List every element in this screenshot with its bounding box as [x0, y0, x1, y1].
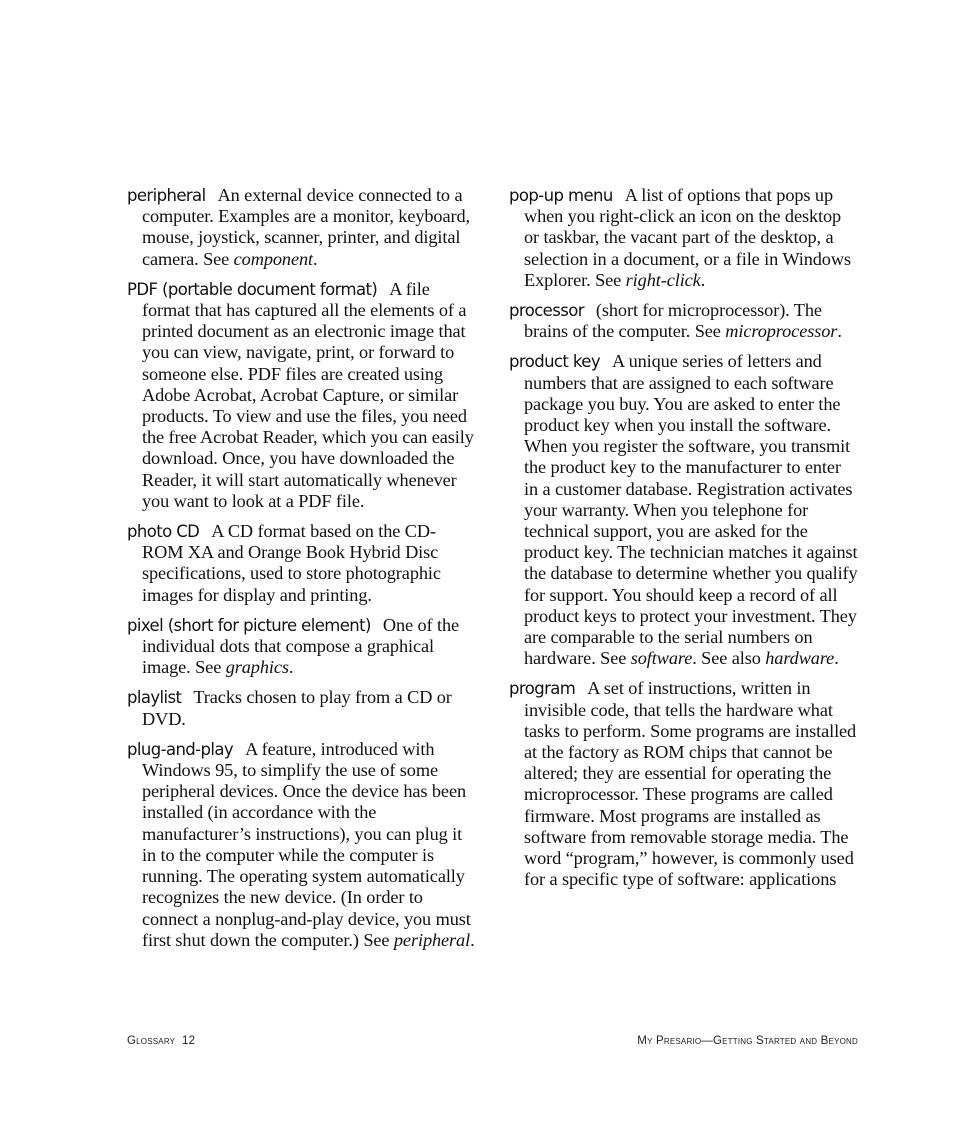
glossary-entry-plug-and-play	[127, 739, 477, 951]
entry-definition: A unique series of letters and numbers that are assigned to each software package you buy. You are asked to enter the product key when you install the software. When you register the software, you transmit the product key to the manufacturer to enter in a customer database. Registration activates your warranty. When you telephone for technical support, you are asked for the product key. The technician matches it against the database to determine whether you qualify for support. You should keep a record of all product keys to protect your investment. They are comparable to the serial numbers on hardware. See	[524, 351, 858, 669]
entry-definition: Tracks chosen to play from a CD or DVD.	[142, 687, 452, 729]
glossary-entry-processor	[509, 300, 859, 342]
entry-tail: .	[470, 929, 475, 950]
entry-definition: A file format that has captured all the elements of a printed document as an electronic image that you can view, navigate, print, or forward to someone else. PDF files are created using Adobe Acrobat, Acrobat Capture, or similar products. To view and use the files, you need the free Acrobat Reader, which you can easily download. Once, you have downloaded the Reader, it will start automatically whenever you want to look at a PDF file.	[142, 278, 474, 511]
glossary-column-right	[509, 185, 859, 900]
entry-tail: .	[700, 269, 706, 290]
glossary-entry-program	[509, 678, 859, 890]
entry-tail: .	[837, 321, 842, 342]
page-footer-right	[637, 1035, 858, 1047]
entry-term: processor	[509, 301, 584, 321]
entry-definition: An external device connected to a computer. Examples are a monitor, keyboard, mouse, joystick, scanner, printer, and digital camera. See	[142, 185, 470, 269]
entry-definition: A set of instructions, written in invisible code, that tells the hardware what tasks to perform. Some programs are installed at the factory as ROM chips that cannot be altered; they are essential for operating the microprocessor. These programs are called firmware. Most programs are installed as software from removable storage media. The word “program,” however, is commonly used for a specific type of software: applications	[524, 678, 857, 890]
glossary-entry-peripheral	[127, 185, 477, 270]
entry-definition: One of the individual dots that compose a graphical image. See	[142, 614, 460, 678]
glossary-entry-product-key	[509, 351, 859, 669]
entry-term: photo CD	[127, 522, 200, 542]
entry-tail: . See also	[692, 648, 766, 669]
footer-section-title: Glossary	[127, 1035, 176, 1047]
glossary-entry-pop-up-menu	[509, 185, 859, 291]
entry-cross-reference-secondary: hardware	[765, 648, 835, 669]
entry-term: pixel (short for picture element)	[127, 615, 371, 635]
entry-cross-reference: peripheral	[393, 929, 471, 950]
entry-term: playlist	[127, 688, 182, 708]
entry-definition: (short for microprocessor). The brains of the computer. See	[524, 300, 822, 342]
entry-cross-reference: software	[630, 648, 693, 669]
glossary-column-left	[127, 185, 477, 960]
entry-cross-reference: graphics	[225, 657, 289, 678]
entry-term: product key	[509, 352, 600, 372]
glossary-entry-playlist	[127, 687, 477, 729]
entry-term: pop-up menu	[509, 186, 613, 205]
glossary-entry-photo-cd	[127, 521, 477, 606]
entry-tail: .	[288, 657, 294, 678]
entry-cross-reference: component	[233, 248, 313, 269]
entry-term: PDF (portable document format)	[127, 279, 378, 299]
entry-cross-reference: microprocessor	[725, 321, 838, 342]
entry-definition: A list of options that pops up when you right-click an icon on the desktop or taskbar, the vacant part of the desktop, a selection in a document, or a file in Windows Explorer. See	[524, 185, 851, 290]
entry-definition: A CD format based on the CD-ROM XA and Orange Book Hybrid Disc specifications, used to store photographic images for display and printing.	[142, 521, 441, 605]
page-footer-left	[127, 1035, 195, 1047]
entry-cross-reference: right-click	[625, 269, 701, 290]
entry-term: program	[509, 679, 576, 699]
footer-book-title: My Presario—Getting Started and Beyond	[637, 1035, 858, 1047]
entry-term: peripheral	[127, 186, 206, 205]
glossary-entry-pdf	[127, 279, 477, 512]
entry-tail: .	[313, 248, 318, 269]
page-number: 12	[182, 1035, 196, 1047]
entry-definition: A feature, introduced with Windows 95, to simplify the use of some peripheral devices. Once the device has been installed (in accordance with the manufacturer’s instructions), you can plug it in to the computer while the computer is running. The operating system automatically recognizes the new device. (In order to connect a nonplug-and-play device, you must first shut down the computer.) See	[142, 738, 471, 950]
entry-term: plug-and-play	[127, 739, 234, 759]
entry-tail-secondary: .	[834, 648, 839, 669]
glossary-entry-pixel	[127, 615, 477, 679]
